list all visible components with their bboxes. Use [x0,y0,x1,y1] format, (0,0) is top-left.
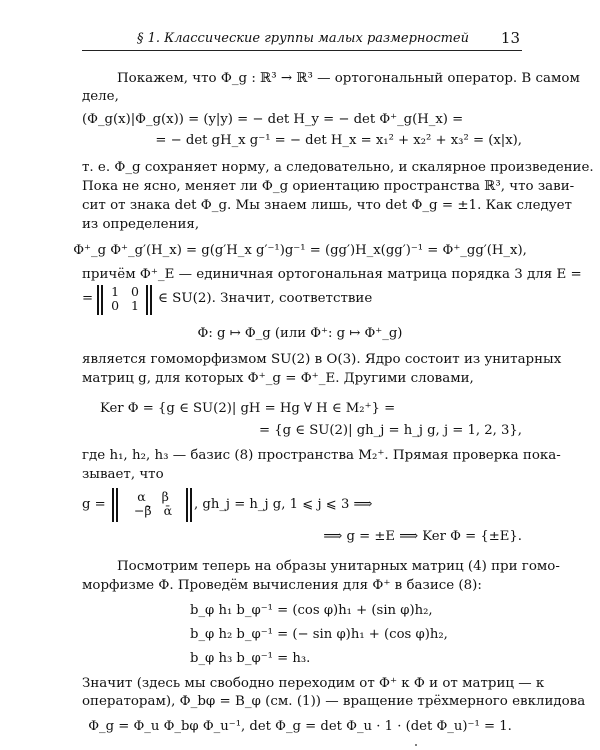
matrix-bar [116,488,118,522]
scan-speck [415,744,417,746]
matrix-bar [190,488,192,522]
matrix-cell: 1 [130,298,139,313]
equation-line: , gh_j = h_j g, 1 ⩽ j ⩽ 3 ⟹ [194,497,373,512]
text-line: операторам), Φ_bφ = B_φ (см. (1)) — вращение трёхмерного евклидова [82,694,586,709]
text-line: где h₁, h₂, h₃ — базис (8) пространства M₂⁺. Прямая проверка пока- [82,448,561,463]
text-line: Покажем, что Φ_g : ℝ³ → ℝ³ — ортогональный оператор. В самом [117,71,580,86]
equation-line: b_φ h₂ b_φ⁻¹ = (− sin φ)h₁ + (cos φ)h₂, [190,627,448,642]
equation-line: b_φ h₁ b_φ⁻¹ = (cos φ)h₁ + (sin φ)h₂, [190,603,433,618]
equation-line: = {g ∈ SU(2)| gh_j = h_j g, j = 1, 2, 3}, [259,423,522,438]
matrix-bar [101,285,103,315]
matrix-E [108,285,142,313]
matrix-cell: β [161,489,169,504]
matrix-bar [146,285,148,315]
matrix-bar [97,285,99,315]
text-line: деле, [82,89,119,104]
text-line: из определения, [82,217,200,232]
text-line: Пока не ясно, меняет ли Φ_g ориентацию пространства ℝ³, что зави- [82,179,575,194]
matrix-bar [186,488,188,522]
equation-line: Φ⁺_g Φ⁺_g′(H_x) = g(g′H_x g′⁻¹)g⁻¹ = (gg′)H_x(gg′)⁻¹ = Φ⁺_gg′(H_x), [73,243,527,258]
equation-line: b_φ h₃ b_φ⁻¹ = h₃. [190,651,311,666]
text-line: матриц g, для которых Φ⁺_g = Φ⁺_E. Другими словами, [82,371,474,386]
text-line: Значит (здесь мы свободно переходим от Φ⁺ к Φ и от матриц — к [82,676,545,691]
matrix-bar [112,488,114,522]
equation-line: Φ: g ↦ Φ_g (или Φ⁺: g ↦ Φ⁺_g) [197,326,403,341]
matrix-g [124,490,182,518]
page-number: 13 [500,29,520,47]
matrix-cell: α [137,489,146,504]
equation-line: = − det gH_x g⁻¹ = − det H_x = x₁² + x₂² + x₃² = (x|x), [155,133,522,148]
header-title: § 1. Классические группы малых размерностей [137,31,469,46]
matrix-cell: 1 [111,284,120,299]
equation-line: Φ_g = Φ_u Φ_bφ Φ_u⁻¹, det Φ_g = det Φ_u · 1 · (det Φ_u)⁻¹ = 1. [88,719,512,734]
text-line: Посмотрим теперь на образы унитарных матриц (4) при гомо- [117,559,560,574]
text-line: является гомоморфизмом SU(2) в O(3). Ядро состоит из унитарных [82,352,562,367]
matrix-cell: ᾱ [163,503,173,518]
equation-line: ⟹ g = ±E ⟹ Ker Φ = {±E}. [323,529,522,544]
text-line: зывает, что [82,467,164,482]
text-line: сит от знака det Φ_g. Мы знаем лишь, что det Φ_g = ±1. Как следует [82,198,572,213]
running-header [82,28,522,51]
text-line: т. е. Φ_g сохраняет норму, а следовательно, и скалярное произведение. [82,160,594,175]
text-line: ∈ SU(2). Значит, соответствие [158,291,373,306]
matrix-cell: 0 [111,298,120,313]
equation-line: Ker Φ = {g ∈ SU(2)| gH = Hg ∀ H ∈ M₂⁺} = [100,401,396,416]
matrix-bar [150,285,152,315]
text-line: морфизме Φ. Проведём вычисления для Φ⁺ в базисе (8): [82,578,482,593]
equation-line: (Φ_g(x)|Φ_g(x)) = (y|y) = − det H_y = − det Φ⁺_g(H_x) = [82,112,464,127]
text-line: причём Φ⁺_E — единичная ортогональная матрица порядка 3 для E = [82,267,582,282]
equals-sign: = [82,291,94,306]
matrix-cell: −β̄ [133,503,152,518]
matrix-cell: 0 [130,284,139,299]
equation-line: g = [82,497,106,512]
